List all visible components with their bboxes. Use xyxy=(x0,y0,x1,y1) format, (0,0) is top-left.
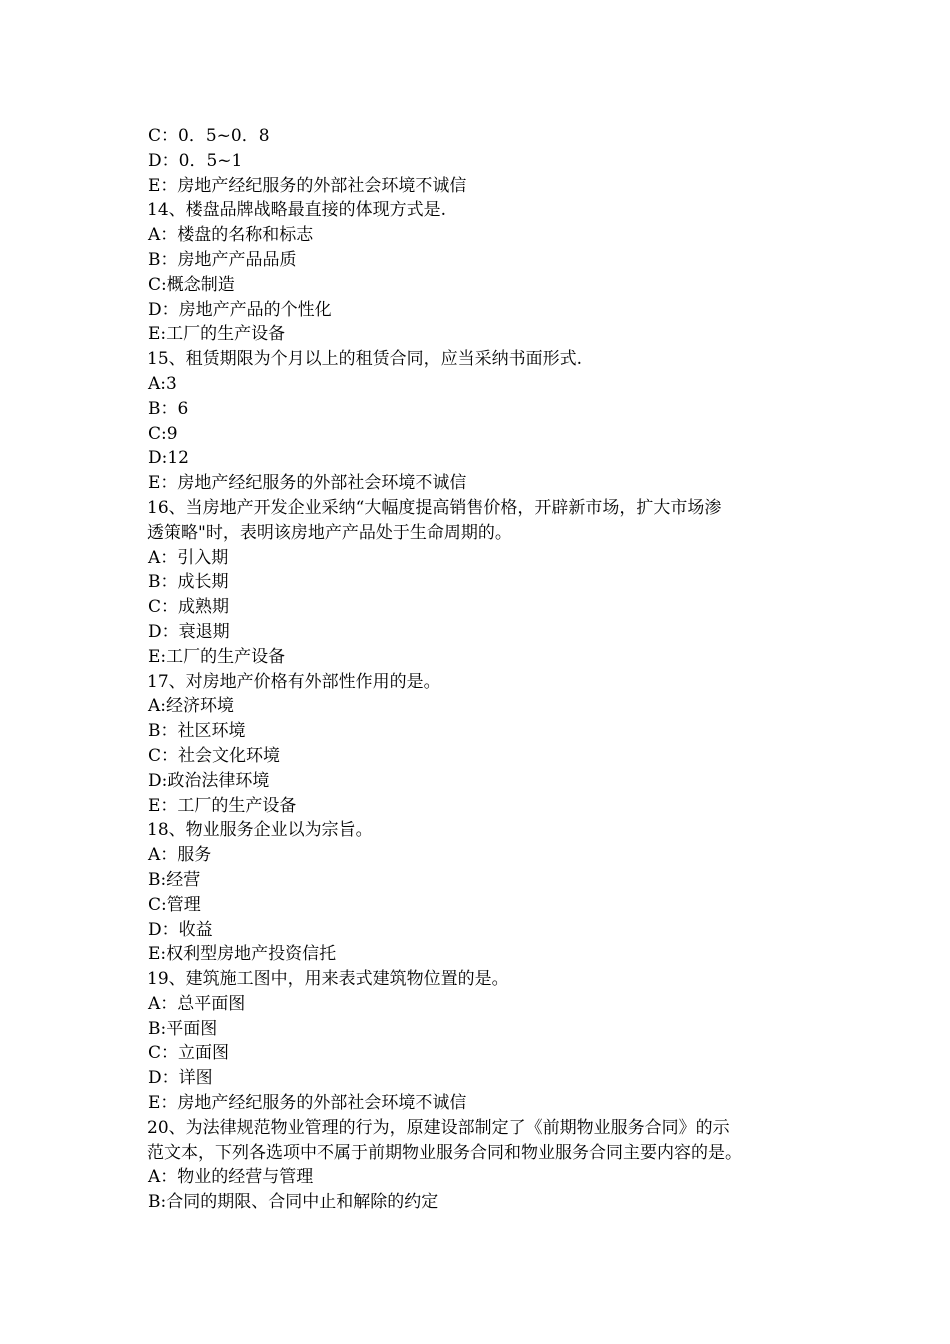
option-text: A：总平面图 xyxy=(148,993,246,1014)
option-text: E：房地产经纪服务的外部社会环境不诚信 xyxy=(148,473,467,494)
option-text: E:工厂的生产设备 xyxy=(148,646,286,667)
option-text: E：房地产经纪服务的外部社会环境不诚信 xyxy=(148,175,467,196)
option-text: C：0．5~0．8 xyxy=(148,126,270,146)
option-text: D：房地产产品的个性化 xyxy=(148,299,332,320)
option-text: E:权利型房地产投资信托 xyxy=(148,944,337,965)
question-text: 17、对房地产价格有外部性作用的是。 xyxy=(147,671,441,692)
option-text: C:9 xyxy=(148,423,178,444)
document-page xyxy=(147,124,812,1215)
question-text: 18、物业服务企业以为宗旨。 xyxy=(147,820,373,841)
question-text: 范文本，下列各选项中不属于前期物业服务合同和物业服务合同主要内容的是。 xyxy=(147,1142,742,1163)
option-text: A:经济环境 xyxy=(148,696,235,717)
option-text: B:合同的期限、合同中止和解除的约定 xyxy=(148,1192,439,1213)
question-text: 透策略"时，表明该房地产产品处于生命周期的。 xyxy=(147,522,512,543)
option-text: B:经营 xyxy=(148,869,201,890)
option-text: E:工厂的生产设备 xyxy=(148,324,286,345)
option-text: C:概念制造 xyxy=(148,274,235,295)
question-text: 19、建筑施工图中，用来表式建筑物位置的是。 xyxy=(147,969,509,990)
option-text: B：社区环境 xyxy=(148,721,246,742)
question-text: 20、为法律规范物业管理的行为，原建设部制定了《前期物业服务合同》的示 xyxy=(147,1117,730,1138)
option-text: D:12 xyxy=(148,448,189,469)
option-text: C:管理 xyxy=(148,894,201,915)
option-text: A：服务 xyxy=(148,845,212,866)
option-text: B：成长期 xyxy=(148,572,229,593)
option-text: E：工厂的生产设备 xyxy=(148,795,297,816)
option-text: D：收益 xyxy=(148,919,213,940)
option-text: A：引入期 xyxy=(148,547,229,568)
option-text: B：6 xyxy=(148,398,189,419)
option-text: D：0．5~1 xyxy=(148,150,243,171)
option-text: D:政治法律环境 xyxy=(148,770,270,791)
option-text: B：房地产产品品质 xyxy=(148,249,297,270)
question-text: 14、楼盘品牌战略最直接的体现方式是. xyxy=(147,200,447,221)
option-text: A：物业的经营与管理 xyxy=(148,1167,314,1188)
option-text: B:平面图 xyxy=(148,1018,218,1039)
option-text: D：详图 xyxy=(148,1068,213,1089)
option-text: A:3 xyxy=(148,373,177,394)
question-text: 15、租赁期限为个月以上的租赁合同，应当采纳书面形式. xyxy=(147,349,583,370)
option-text: C：立面图 xyxy=(148,1043,230,1064)
option-text: D：衰退期 xyxy=(148,621,230,642)
option-text: E：房地产经纪服务的外部社会环境不诚信 xyxy=(148,1093,467,1114)
option-text: C：社会文化环境 xyxy=(148,745,281,766)
option-text: C：成熟期 xyxy=(148,597,230,618)
question-text: 16、当房地产开发企业采纳“大幅度提高销售价格，开辟新市场，扩大市场渗 xyxy=(147,497,722,518)
option-text: A：楼盘的名称和标志 xyxy=(148,225,314,246)
